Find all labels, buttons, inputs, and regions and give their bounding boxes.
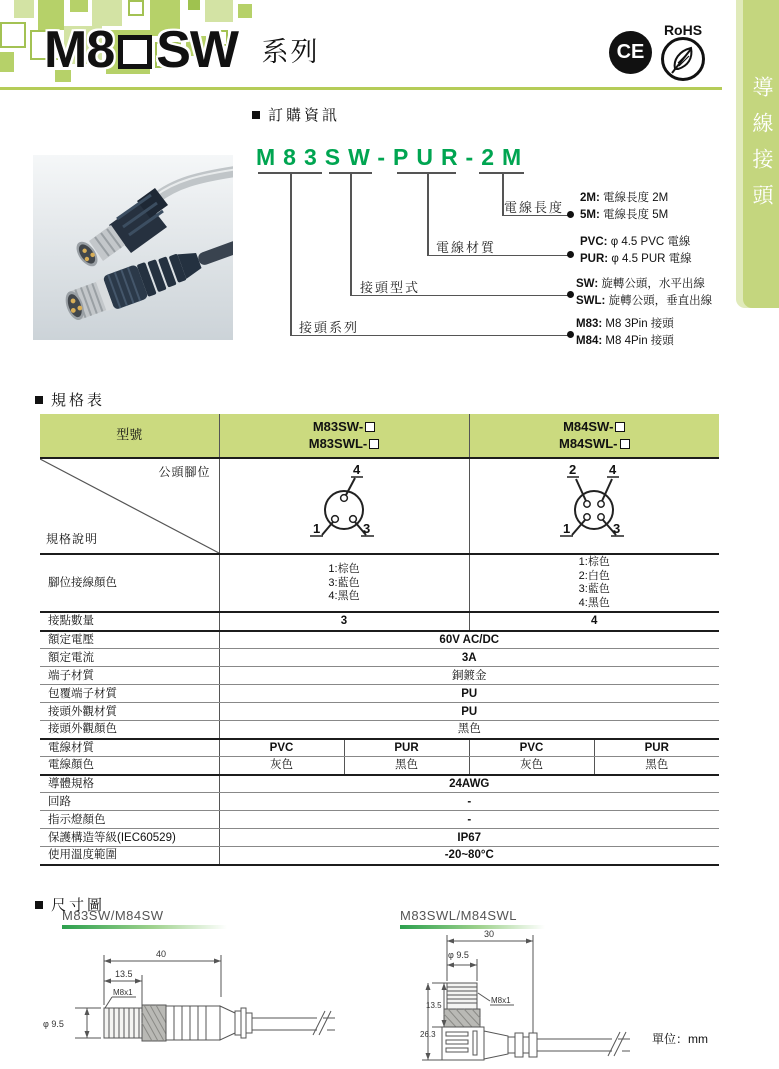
table-row-housing-material xyxy=(40,703,719,721)
drawing-title-sw: M83SW/M84SW xyxy=(62,908,164,923)
branch-line xyxy=(290,174,292,336)
table-row-wire-color xyxy=(40,757,719,775)
table-header-row xyxy=(40,414,719,458)
row-value: 灰色 xyxy=(469,757,594,775)
branch-line xyxy=(427,174,429,256)
row-value: PVC xyxy=(219,739,344,757)
row-value: - xyxy=(219,793,719,811)
options-connector-series xyxy=(576,316,674,350)
option-line: SW: 旋轉公頭，水平出線 xyxy=(576,278,705,290)
table-row-wire-material xyxy=(40,739,719,757)
branch-line xyxy=(350,174,352,296)
table-row-circuit xyxy=(40,793,719,811)
row-value: PU xyxy=(219,703,719,721)
row-label: 電線材質 xyxy=(40,739,219,757)
sidebar-tab-label: 導線接頭 xyxy=(750,76,773,220)
diagonal-bottom-label: 規格說明 xyxy=(46,532,99,547)
table-row-conductor xyxy=(40,775,719,793)
rohs-label: RoHS xyxy=(663,22,703,38)
svg-text:M8x1: M8x1 xyxy=(113,988,133,997)
options-wire-length xyxy=(580,190,668,224)
part-number-code: M83SW-PUR-2M xyxy=(256,144,530,170)
section-bullet-icon xyxy=(252,111,260,119)
diagonal-header-cell xyxy=(40,458,219,554)
row-value: 黑色 xyxy=(344,757,469,775)
diagonal-top-label: 公頭腳位 xyxy=(158,465,211,479)
row-label: 腳位接線顏色 xyxy=(40,554,219,612)
row-value: 黑色 xyxy=(594,757,719,775)
product-photo xyxy=(33,155,233,340)
row-label: 使用溫度範圍 xyxy=(40,847,219,865)
m83-models-cell: M83SW- M83SWL- xyxy=(219,414,469,458)
model-prefix: M8 xyxy=(44,21,115,79)
option-line: PUR: φ 4.5 PUR 電線 xyxy=(580,253,692,265)
sidebar-tab xyxy=(736,0,779,308)
table-row-current xyxy=(40,649,719,667)
blank-box-icon xyxy=(620,439,630,449)
section-bullet-icon xyxy=(35,901,43,909)
dimensions-section-title: 尺寸圖 xyxy=(35,894,105,915)
row-value: 60V AC/DC xyxy=(219,631,719,649)
row-value: PUR xyxy=(594,739,719,757)
m83-pinout-cell xyxy=(219,458,469,554)
series-label: 系列 xyxy=(261,37,320,67)
m84-pinout-diagram xyxy=(539,460,649,548)
row-label: 額定電流 xyxy=(40,649,219,667)
row-label: 包覆端子材質 xyxy=(40,685,219,703)
row-label: 接頭外觀顏色 xyxy=(40,721,219,739)
option-line: M84: M8 4Pin 接頭 xyxy=(576,335,674,347)
svg-text:4: 4 xyxy=(353,462,361,477)
row-value: 4 xyxy=(469,612,719,630)
branch-dot xyxy=(567,291,574,298)
branch-label-wire-length: 電線長度 xyxy=(504,200,565,215)
unit-note: 單位：mm xyxy=(652,1032,708,1046)
row-value: 銅鍍金 xyxy=(219,667,719,685)
drawing-title-swl: M83SWL/M84SWL xyxy=(400,908,518,923)
branch-label-wire-material: 電線材質 xyxy=(436,240,497,255)
m84-models-cell: M84SW- M84SWL- xyxy=(469,414,719,458)
branch-dot xyxy=(567,211,574,218)
svg-text:φ 9.5: φ 9.5 xyxy=(43,1019,64,1029)
page-title xyxy=(44,20,319,80)
row-value: PVC xyxy=(469,739,594,757)
svg-text:40: 40 xyxy=(156,949,167,959)
section-bullet-icon xyxy=(35,396,43,404)
svg-text:φ 9.5: φ 9.5 xyxy=(448,950,469,960)
drawing-title-underline xyxy=(62,925,227,929)
branch-label-connector-type: 接頭型式 xyxy=(360,280,421,295)
row-value: IP67 xyxy=(219,829,719,847)
row-label: 保護構造等級(IEC60529) xyxy=(40,829,219,847)
svg-text:13.5: 13.5 xyxy=(426,1001,442,1010)
svg-text:2: 2 xyxy=(569,462,577,477)
branch-dot xyxy=(567,251,574,258)
table-row-led xyxy=(40,811,719,829)
rohs-leaf-icon xyxy=(661,37,705,81)
model-suffix: SW xyxy=(156,21,239,79)
ordering-section-title: 訂購資訊 xyxy=(252,104,340,125)
row-value: -20~80°C xyxy=(219,847,719,865)
option-line: 2M: 電線長度 2M xyxy=(580,192,669,204)
options-connector-type xyxy=(576,276,712,310)
svg-text:13.5: 13.5 xyxy=(115,969,133,979)
row-value: 1:棕色 3:藍色 4:黑色 xyxy=(219,554,469,612)
row-label: 接點數量 xyxy=(40,612,219,630)
model-placeholder-box xyxy=(118,35,152,69)
row-value: 3A xyxy=(219,649,719,667)
svg-text:30: 30 xyxy=(484,929,495,939)
row-label: 指示燈顏色 xyxy=(40,811,219,829)
row-value: 1:棕色 2:白色 3:藍色 4:黑色 xyxy=(469,554,719,612)
svg-text:26.3: 26.3 xyxy=(420,1030,436,1039)
table-row-terminal-cover xyxy=(40,685,719,703)
sidebar-tab-inner xyxy=(743,0,779,308)
dimension-drawing-swl xyxy=(420,925,660,1067)
m83-pinout-diagram xyxy=(289,460,399,548)
row-label: 額定電壓 xyxy=(40,631,219,649)
svg-text:M8x1: M8x1 xyxy=(491,996,511,1005)
table-row-voltage xyxy=(40,631,719,649)
row-value: 3 xyxy=(219,612,469,630)
row-value: 24AWG xyxy=(219,775,719,793)
row-label: 導體規格 xyxy=(40,775,219,793)
svg-text:1: 1 xyxy=(313,521,321,536)
blank-box-icon xyxy=(365,422,375,432)
option-line: PVC: φ 4.5 PVC 電線 xyxy=(580,236,691,248)
option-line: SWL: 旋轉公頭，垂直出線 xyxy=(576,295,713,307)
m84-pinout-cell xyxy=(469,458,719,554)
svg-text:3: 3 xyxy=(613,521,621,536)
table-row-temperature xyxy=(40,847,719,865)
row-label: 回路 xyxy=(40,793,219,811)
row-value: PU xyxy=(219,685,719,703)
table-row-pin-colors xyxy=(40,554,719,612)
row-label: 端子材質 xyxy=(40,667,219,685)
table-row-protection xyxy=(40,829,719,847)
blank-box-icon xyxy=(369,439,379,449)
option-line: 5M: 電線長度 5M xyxy=(580,209,669,221)
spec-section-title: 規格表 xyxy=(35,389,105,410)
row-value: 灰色 xyxy=(219,757,344,775)
svg-text:1: 1 xyxy=(563,521,571,536)
row-value: 黑色 xyxy=(219,721,719,739)
dimension-drawing-sw xyxy=(35,935,345,1060)
header-rule xyxy=(0,87,722,90)
row-value: PUR xyxy=(344,739,469,757)
row-label: 電線顏色 xyxy=(40,757,219,775)
ce-mark-icon xyxy=(609,31,652,74)
table-row-housing-color xyxy=(40,721,719,739)
option-line: M83: M8 3Pin 接頭 xyxy=(576,318,674,330)
ce-text: CE xyxy=(616,41,645,63)
branch-dot xyxy=(567,331,574,338)
svg-text:3: 3 xyxy=(363,521,371,536)
svg-text:4: 4 xyxy=(609,462,617,477)
blank-box-icon xyxy=(615,422,625,432)
pinout-row xyxy=(40,458,719,554)
row-value: - xyxy=(219,811,719,829)
row-label: 接頭外觀材質 xyxy=(40,703,219,721)
table-row-terminal xyxy=(40,667,719,685)
options-wire-material xyxy=(580,234,692,268)
model-header-cell: 型號 xyxy=(40,414,219,458)
table-row-contacts xyxy=(40,612,719,630)
branch-label-connector-series: 接頭系列 xyxy=(299,320,360,335)
spec-table xyxy=(40,414,719,866)
